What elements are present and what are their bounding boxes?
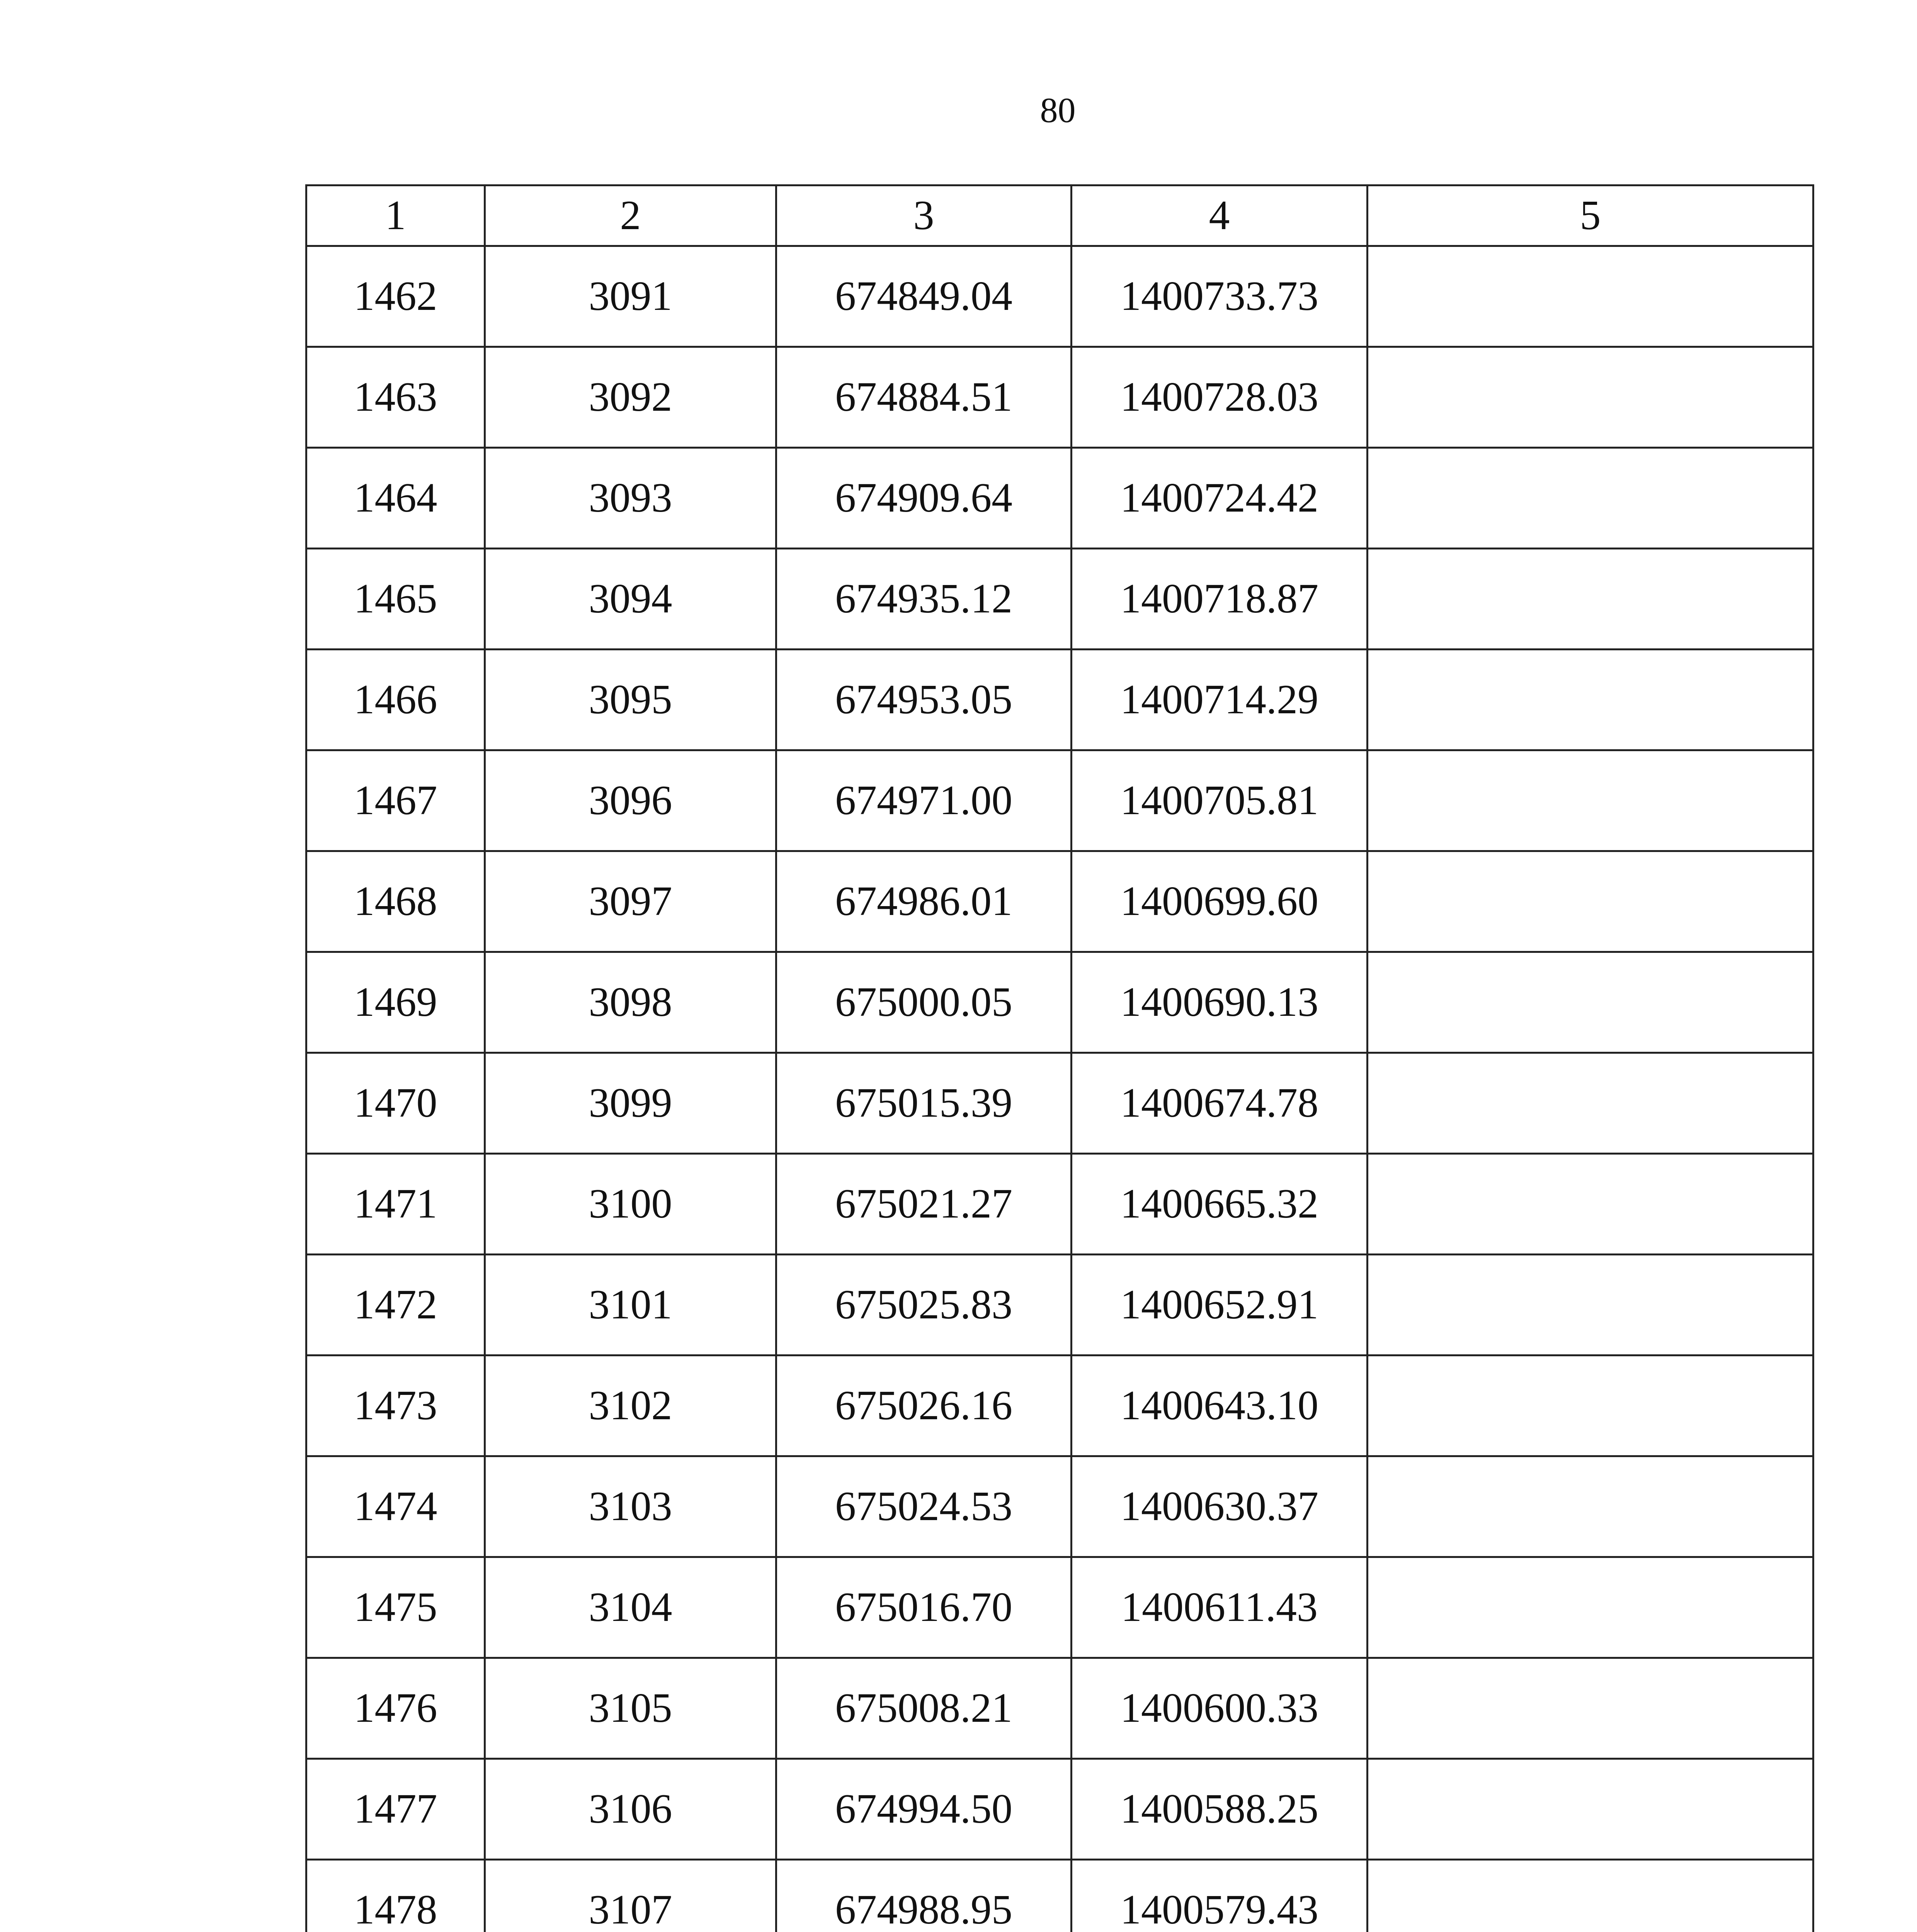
table-cell-col-5 <box>1368 1557 1813 1658</box>
table-cell-col-3: 674849.04 <box>776 246 1072 347</box>
table-cell-col-5 <box>1368 448 1813 549</box>
table-cell-col-3: 674953.05 <box>776 650 1072 750</box>
table-cell-col-3: 675025.83 <box>776 1255 1072 1355</box>
table-cell-col-5 <box>1368 1860 1813 1932</box>
column-header-2: 2 <box>485 185 776 246</box>
table-cell-col-5 <box>1368 549 1813 650</box>
page-number: 80 <box>1040 90 1076 130</box>
table-cell-col-2: 3105 <box>485 1658 776 1759</box>
table-cell-col-2: 3106 <box>485 1759 776 1860</box>
table-cell-col-5 <box>1368 246 1813 347</box>
table-cell-col-1: 1477 <box>306 1759 485 1860</box>
table-row <box>306 1557 1813 1658</box>
table-row <box>306 1759 1813 1860</box>
table-cell-col-5 <box>1368 1759 1813 1860</box>
column-header-3: 3 <box>776 185 1072 246</box>
table-cell-col-2: 3096 <box>485 750 776 851</box>
table-row <box>306 246 1813 347</box>
table-row <box>306 750 1813 851</box>
table-cell-col-2: 3098 <box>485 952 776 1053</box>
table-cell-col-1: 1473 <box>306 1355 485 1456</box>
table-cell-col-2: 3102 <box>485 1355 776 1456</box>
table-cell-col-1: 1475 <box>306 1557 485 1658</box>
table-cell-col-3: 674988.95 <box>776 1860 1072 1932</box>
table-cell-col-1: 1467 <box>306 750 485 851</box>
table-cell-col-5 <box>1368 1355 1813 1456</box>
table-cell-col-3: 675008.21 <box>776 1658 1072 1759</box>
table-cell-col-3: 675015.39 <box>776 1053 1072 1154</box>
table-cell-col-2: 3092 <box>485 347 776 448</box>
table-row <box>306 448 1813 549</box>
table-cell-col-1: 1465 <box>306 549 485 650</box>
table-cell-col-3: 674884.51 <box>776 347 1072 448</box>
table-cell-col-5 <box>1368 650 1813 750</box>
table-row <box>306 1355 1813 1456</box>
table-cell-col-1: 1474 <box>306 1456 485 1557</box>
table-cell-col-2: 3091 <box>485 246 776 347</box>
table-header <box>306 185 1813 246</box>
table-cell-col-5 <box>1368 952 1813 1053</box>
table-cell-col-3: 675026.16 <box>776 1355 1072 1456</box>
table-cell-col-2: 3094 <box>485 549 776 650</box>
table-row <box>306 549 1813 650</box>
table-cell-col-1: 1468 <box>306 851 485 952</box>
table-cell-col-3: 674994.50 <box>776 1759 1072 1860</box>
table-cell-col-2: 3103 <box>485 1456 776 1557</box>
table-cell-col-2: 3099 <box>485 1053 776 1154</box>
table-cell-col-4: 1400690.13 <box>1072 952 1368 1053</box>
table-cell-col-4: 1400718.87 <box>1072 549 1368 650</box>
table-cell-col-4: 1400733.73 <box>1072 246 1368 347</box>
coordinates-table <box>305 184 1814 1932</box>
table-cell-col-1: 1462 <box>306 246 485 347</box>
table-cell-col-5 <box>1368 1255 1813 1355</box>
table-row <box>306 1255 1813 1355</box>
table-cell-col-3: 674971.00 <box>776 750 1072 851</box>
table-cell-col-1: 1466 <box>306 650 485 750</box>
table-cell-col-1: 1472 <box>306 1255 485 1355</box>
table-cell-col-1: 1463 <box>306 347 485 448</box>
table-cell-col-1: 1464 <box>306 448 485 549</box>
table-row <box>306 1154 1813 1255</box>
table-cell-col-2: 3097 <box>485 851 776 952</box>
table-cell-col-2: 3101 <box>485 1255 776 1355</box>
table-cell-col-2: 3095 <box>485 650 776 750</box>
table-cell-col-5 <box>1368 750 1813 851</box>
table-cell-col-4: 1400611.43 <box>1072 1557 1368 1658</box>
table-cell-col-1: 1478 <box>306 1860 485 1932</box>
table-row <box>306 650 1813 750</box>
table-cell-col-5 <box>1368 1658 1813 1759</box>
table-cell-col-1: 1470 <box>306 1053 485 1154</box>
header-row <box>306 185 1813 246</box>
table-cell-col-4: 1400728.03 <box>1072 347 1368 448</box>
table-cell-col-4: 1400600.33 <box>1072 1658 1368 1759</box>
table-cell-col-1: 1476 <box>306 1658 485 1759</box>
table-cell-col-5 <box>1368 1456 1813 1557</box>
table-cell-col-3: 675021.27 <box>776 1154 1072 1255</box>
table-cell-col-1: 1469 <box>306 952 485 1053</box>
table-cell-col-4: 1400588.25 <box>1072 1759 1368 1860</box>
table-cell-col-4: 1400714.29 <box>1072 650 1368 750</box>
table-cell-col-4: 1400724.42 <box>1072 448 1368 549</box>
table-cell-col-4: 1400674.78 <box>1072 1053 1368 1154</box>
table-cell-col-4: 1400643.10 <box>1072 1355 1368 1456</box>
table-body <box>306 246 1813 1932</box>
table-cell-col-2: 3100 <box>485 1154 776 1255</box>
table-cell-col-4: 1400652.91 <box>1072 1255 1368 1355</box>
table-row <box>306 1860 1813 1932</box>
table-cell-col-4: 1400699.60 <box>1072 851 1368 952</box>
table-cell-col-5 <box>1368 1154 1813 1255</box>
table-row <box>306 952 1813 1053</box>
table-cell-col-4: 1400665.32 <box>1072 1154 1368 1255</box>
table-row <box>306 851 1813 952</box>
column-header-1: 1 <box>306 185 485 246</box>
table-cell-col-3: 674935.12 <box>776 549 1072 650</box>
table-cell-col-2: 3093 <box>485 448 776 549</box>
table-row <box>306 1456 1813 1557</box>
table-cell-col-5 <box>1368 1053 1813 1154</box>
table-cell-col-3: 675016.70 <box>776 1557 1072 1658</box>
table-cell-col-1: 1471 <box>306 1154 485 1255</box>
table-row <box>306 1658 1813 1759</box>
table-row <box>306 1053 1813 1154</box>
table-cell-col-3: 674986.01 <box>776 851 1072 952</box>
table-cell-col-5 <box>1368 347 1813 448</box>
table-cell-col-3: 674909.64 <box>776 448 1072 549</box>
table-cell-col-3: 675000.05 <box>776 952 1072 1053</box>
table-cell-col-2: 3104 <box>485 1557 776 1658</box>
table-cell-col-2: 3107 <box>485 1860 776 1932</box>
table-cell-col-4: 1400705.81 <box>1072 750 1368 851</box>
table-cell-col-4: 1400630.37 <box>1072 1456 1368 1557</box>
column-header-4: 4 <box>1072 185 1368 246</box>
table-cell-col-4: 1400579.43 <box>1072 1860 1368 1932</box>
table-cell-col-3: 675024.53 <box>776 1456 1072 1557</box>
column-header-5: 5 <box>1368 185 1813 246</box>
table-cell-col-5 <box>1368 851 1813 952</box>
table-row <box>306 347 1813 448</box>
